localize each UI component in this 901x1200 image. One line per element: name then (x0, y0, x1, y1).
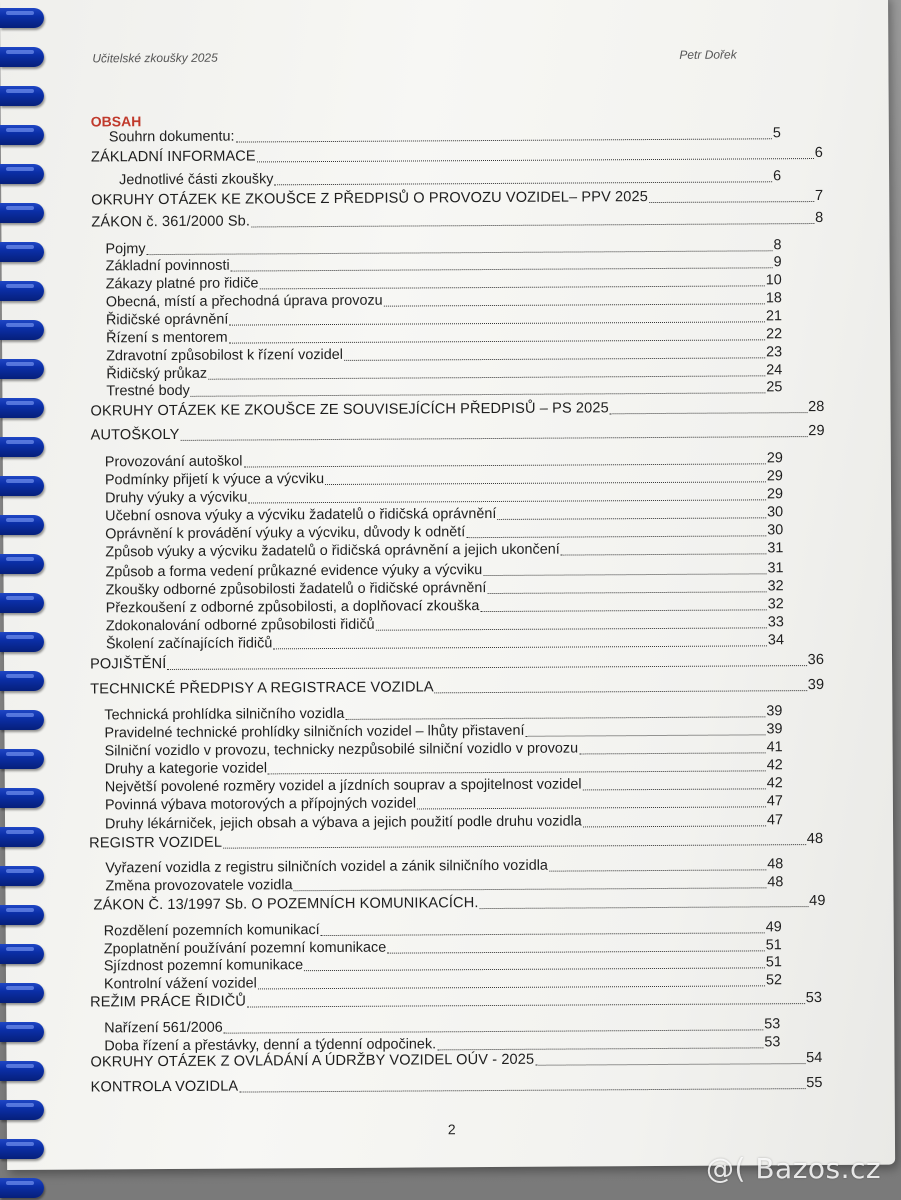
toc-entry-page: 6 (773, 168, 782, 185)
toc-leader-dots (497, 517, 766, 520)
toc-leader-dots (304, 967, 765, 971)
toc-entry-page: 28 (808, 398, 825, 416)
toc-entry (109, 125, 781, 146)
toc-title: OBSAH (90, 113, 142, 130)
toc-leader-dots (224, 1029, 764, 1033)
toc-entry (91, 423, 825, 444)
toc-entry-title: Kontrolní vážení vozidel (103, 975, 257, 993)
toc-entry-title: OKRUHY OTÁZEK KE ZKOUŠCE ZE SOUVISEJÍCÍCH PŘEDPISŮ – PS 2025 (90, 400, 609, 420)
binding-coil (0, 593, 44, 613)
toc-leader-dots (180, 436, 807, 441)
toc-entry-page: 33 (767, 614, 784, 631)
toc-leader-dots (248, 499, 766, 503)
toc-entry-title: Druhy a kategorie vozidel (104, 760, 268, 778)
toc-entry (91, 1075, 823, 1096)
toc-entry (90, 1050, 822, 1071)
binding-coil (0, 1022, 44, 1042)
toc-leader-dots (294, 887, 767, 891)
toc-leader-dots (251, 223, 814, 227)
binding-coil (0, 320, 44, 340)
toc-leader-dots (549, 869, 766, 871)
toc-entry (105, 812, 783, 833)
toc-entry-title: Druhy výuky a výcviku (104, 489, 248, 507)
toc-entry-page: 32 (767, 578, 784, 595)
toc-leader-dots (231, 267, 773, 271)
binding-coil (0, 242, 44, 262)
toc-entry-title: Druhy lékárniček, jejich obsah a výbava a jejich použití podle druhu vozidla (104, 813, 582, 833)
toc-entry-page: 6 (814, 144, 823, 162)
toc-entry-title: Školení začínajících řidičů (105, 635, 273, 653)
toc-entry-title: Způsob výuky a výcviku žadatelů o řidičská oprávnění a jejich ukončení (105, 541, 560, 561)
toc-entry-page: 54 (805, 1049, 823, 1067)
toc-leader-dots (480, 609, 766, 612)
toc-entry-page: 47 (766, 812, 784, 829)
toc-entry-title: Zpoplatnění používání pozemní komunikace (103, 939, 387, 958)
toc-entry-page: 34 (767, 632, 784, 649)
page-number: 2 (447, 1121, 456, 1138)
toc-entry-title: Přezkoušení z odborné způsobilosti, a doplňovací zkouška (105, 598, 480, 617)
toc-entry-page: 39 (807, 676, 825, 694)
toc-entry-page: 52 (765, 972, 783, 989)
binding-coil (0, 125, 44, 145)
binding-coil (0, 788, 44, 808)
toc-entry-page: 5 (772, 125, 781, 142)
toc-entry-title: REŽIM PRÁCE ŘIDIČŮ (90, 993, 247, 1011)
toc-entry (91, 210, 823, 231)
toc-entry (105, 874, 783, 895)
toc-entry-page: 39 (766, 703, 783, 720)
toc-entry-page: 29 (766, 450, 783, 467)
toc-leader-dots (229, 321, 765, 325)
toc-entry-title: POJIŠTĚNÍ (90, 655, 167, 673)
toc-leader-dots (466, 535, 766, 538)
binding-coil (0, 1178, 44, 1198)
toc-entry-page: 48 (767, 856, 784, 873)
toc-entry-title: Jednotlivé části zkoušky (119, 171, 274, 189)
toc-entry (90, 677, 824, 698)
header-author: Petr Dořek (679, 47, 737, 62)
toc-leader-dots (223, 844, 806, 849)
toc-entry (106, 379, 782, 400)
toc-entry-page: 7 (814, 187, 824, 205)
header-title: Učitelské zkoušky 2025 (92, 50, 218, 66)
toc-entry-page: 42 (766, 775, 783, 792)
toc-leader-dots (247, 1003, 805, 1007)
toc-entry-page: 22 (765, 326, 783, 343)
toc-entry-title: Zkoušky odborné způsobilosti žadatelů o řidičské oprávnění (105, 580, 487, 599)
toc-entry-title: Pravidelné technické prohlídky silničních vozidel – lhůty přistavení (104, 722, 525, 742)
toc-leader-dots (344, 357, 765, 361)
toc-entry-page: 42 (766, 757, 783, 774)
toc-entry-title: Provozování autoškol (104, 453, 243, 471)
binding-coil (0, 281, 44, 301)
toc-entry-page: 30 (767, 504, 784, 521)
toc-entry-title: Trestné body (106, 382, 190, 400)
toc-leader-dots (239, 1088, 805, 1092)
toc-entry (93, 893, 825, 914)
toc-entry-title: Souhrn dokumentu: (108, 128, 235, 146)
binding-coil (0, 203, 44, 223)
binding-coil (0, 398, 44, 418)
toc-leader-dots (535, 1063, 805, 1066)
toc-leader-dots (273, 645, 767, 649)
toc-entry-page: 32 (767, 596, 784, 613)
toc-entry-page: 53 (805, 989, 823, 1007)
binding-coil (0, 983, 44, 1003)
toc-leader-dots (321, 932, 765, 936)
toc-entry-title: ZÁKLADNÍ INFORMACE (90, 148, 256, 166)
binding-coil (0, 944, 44, 964)
binding-coil (0, 827, 44, 847)
toc-entry (119, 168, 781, 189)
toc-leader-dots (479, 906, 808, 909)
toc-entry-title: Způsob a forma vedení průkazné evidence výuky a výcviku (105, 562, 483, 581)
binding-coil (0, 554, 44, 574)
toc-entry-title: Zdokonalování odborné způsobilosti řidičů (105, 616, 375, 635)
toc-entry-page: 31 (767, 560, 784, 577)
binding-coil (0, 1061, 44, 1081)
toc-entry-title: OKRUHY OTÁZEK Z OVLÁDÁNÍ A ÚDRŽBY VOZIDEL OÚV - 2025 (90, 1051, 535, 1071)
toc-leader-dots (258, 985, 765, 989)
toc-entry-title: Změna provozovatele vozidla (105, 877, 293, 895)
toc-leader-dots (345, 716, 765, 720)
toc-entry-title: Základní povinnosti (105, 257, 230, 275)
toc-entry-page: 23 (766, 344, 783, 361)
binding-coil (0, 1139, 44, 1159)
toc-entry-title: Zdravotní způsobilost k řízení vozidel (106, 346, 343, 365)
toc-entry-page: 49 (809, 892, 826, 910)
toc-entry-page: 8 (815, 209, 824, 227)
toc-entry (106, 632, 784, 653)
toc-leader-dots (583, 825, 766, 827)
toc-leader-dots (610, 412, 807, 414)
binding-coil (0, 671, 44, 691)
toc-leader-dots (260, 285, 765, 289)
toc-entry-title: ZÁKON č. 361/2000 Sb. (91, 213, 251, 231)
toc-leader-dots (325, 481, 766, 485)
toc-entry-page: 51 (765, 937, 782, 954)
binding-coil (0, 1100, 44, 1120)
binding-coil (0, 866, 44, 886)
toc-entry-title: Zákazy platné pro řidiče (105, 275, 259, 293)
toc-leader-dots (417, 806, 766, 809)
toc-entry-title: Rozdělení pozemních komunikací (103, 922, 320, 940)
toc-entry (91, 145, 823, 166)
toc-entry-page: 21 (765, 308, 782, 325)
toc-entry-title: KONTROLA VOZIDLA (90, 1078, 239, 1096)
toc-entry-title: Pojmy (105, 241, 146, 258)
binding-coil (0, 164, 44, 184)
binding-coil (0, 515, 44, 535)
toc-leader-dots (649, 201, 814, 203)
toc-entry-page: 18 (765, 290, 782, 307)
toc-entry-page: 30 (767, 522, 784, 539)
toc-leader-dots (435, 690, 807, 693)
binding-coil (0, 8, 44, 28)
toc-entry-page: 10 (765, 272, 782, 289)
toc-entry-title: REGISTR VOZIDEL (89, 834, 223, 852)
toc-leader-dots (275, 181, 773, 185)
toc-entry (90, 990, 822, 1011)
toc-leader-dots (583, 788, 766, 790)
toc-entry-title: AUTOŠKOLY (90, 426, 180, 444)
toc-entry-title: Technická prohlídka silničního vozidla (104, 705, 345, 724)
toc-leader-dots (561, 553, 767, 555)
binding-coil (0, 632, 44, 652)
binding-coil (0, 437, 44, 457)
toc-entry-page: 53 (764, 1034, 781, 1051)
toc-leader-dots (525, 734, 765, 736)
binding-coil (0, 47, 44, 67)
toc-entry-page: 53 (764, 1016, 781, 1033)
toc-entry-page: 51 (765, 954, 782, 971)
toc-entry-page: 25 (766, 379, 783, 396)
binding-coil (0, 86, 44, 106)
toc-entry-page: 41 (766, 739, 783, 756)
toc-entry-title: Řízení s mentorem (106, 329, 228, 347)
toc-entry-title: Řidičský průkaz (106, 365, 208, 383)
toc-entry-title: Největší povolené rozměry vozidel a jízdních souprav a spojitelnost vozidel (104, 776, 582, 796)
toc-entry-title: TECHNICKÉ PŘEDPISY A REGISTRACE VOZIDLA (90, 679, 434, 698)
toc-leader-dots (167, 665, 806, 670)
toc-leader-dots (229, 339, 765, 343)
toc-entry-page: 47 (766, 793, 783, 810)
toc-entry-title: Obecná, místí a přechodná úprava provozu (105, 292, 383, 311)
toc-entry-title: Silniční vozidlo v provozu, technicky nezpůsobilé silniční vozidlo v provozu (104, 740, 579, 760)
toc-entry-page: 29 (808, 422, 825, 440)
toc-leader-dots (243, 463, 765, 467)
toc-leader-dots (487, 591, 766, 594)
toc-entry-title: Vyřazení vozidla z registru silničních vozidel a zánik silničního vozidla (105, 857, 548, 877)
toc-leader-dots (384, 303, 765, 306)
toc-entry-title: Učební osnova výuky a výcviku žadatelů o řidičská oprávnění (105, 505, 497, 525)
toc-leader-dots (483, 573, 766, 576)
toc-entry-page: 48 (767, 874, 784, 891)
toc-entry-title: Nařízení 561/2006 (104, 1019, 223, 1037)
binding-coil (0, 905, 44, 925)
toc-leader-dots (191, 392, 766, 397)
toc-entry-title: Podmínky přijetí k výuce a výcviku (104, 471, 325, 489)
toc-entry-title: Sjízdnost pozemní komunikace (103, 957, 304, 975)
toc-entry (89, 831, 823, 852)
binding-coil (0, 749, 44, 769)
toc-entry-title: Oprávnění k provádění výuky a výcviku, důvody k odnětí (105, 524, 466, 543)
toc-entry-title: OKRUHY OTÁZEK KE ZKOUŠCE Z PŘEDPISŮ O PROVOZU VOZIDEL– PPV 2025 (91, 189, 648, 209)
toc-entry (105, 540, 783, 561)
toc-entry-title: Povinná výbava motorových a přípojných vozidel (104, 795, 417, 814)
binding-coil (0, 359, 44, 379)
toc-entry-title: Řidičské oprávnění (105, 311, 229, 329)
binding-coil (0, 710, 44, 730)
toc-entry-page: 24 (766, 362, 783, 379)
spiral-binding (0, 0, 46, 1200)
toc-entry (105, 793, 783, 814)
toc-entry (91, 188, 823, 209)
toc-entry-title: ZÁKON Č. 13/1997 Sb. O POZEMNÍCH KOMUNIKACÍCH. (93, 895, 479, 914)
watermark: @( Bazos.cz (706, 1152, 882, 1185)
toc-leader-dots (257, 158, 814, 162)
toc-entry (90, 652, 824, 673)
toc-leader-dots (579, 752, 765, 754)
toc-leader-dots (376, 627, 767, 630)
toc-entry-page: 36 (807, 651, 825, 669)
toc-entry-page: 29 (766, 486, 784, 503)
toc-entry-page: 39 (766, 721, 783, 738)
binding-coil (0, 476, 44, 496)
toc-entry-page: 48 (806, 830, 824, 848)
toc-leader-dots (235, 138, 771, 142)
toc-entry-page: 29 (766, 468, 783, 485)
toc-entry-page: 55 (806, 1074, 823, 1092)
toc-entry-page: 31 (767, 540, 784, 557)
toc-entry-page: 9 (773, 254, 782, 271)
toc-entry-title: Doba řízení a přestávky, denní a týdenní odpočinek. (104, 1036, 437, 1055)
toc-entry-page: 49 (765, 919, 782, 936)
toc-leader-dots (387, 950, 765, 953)
toc-leader-dots (268, 770, 766, 774)
toc-entry (90, 399, 824, 420)
toc-entry-page: 8 (773, 237, 782, 254)
